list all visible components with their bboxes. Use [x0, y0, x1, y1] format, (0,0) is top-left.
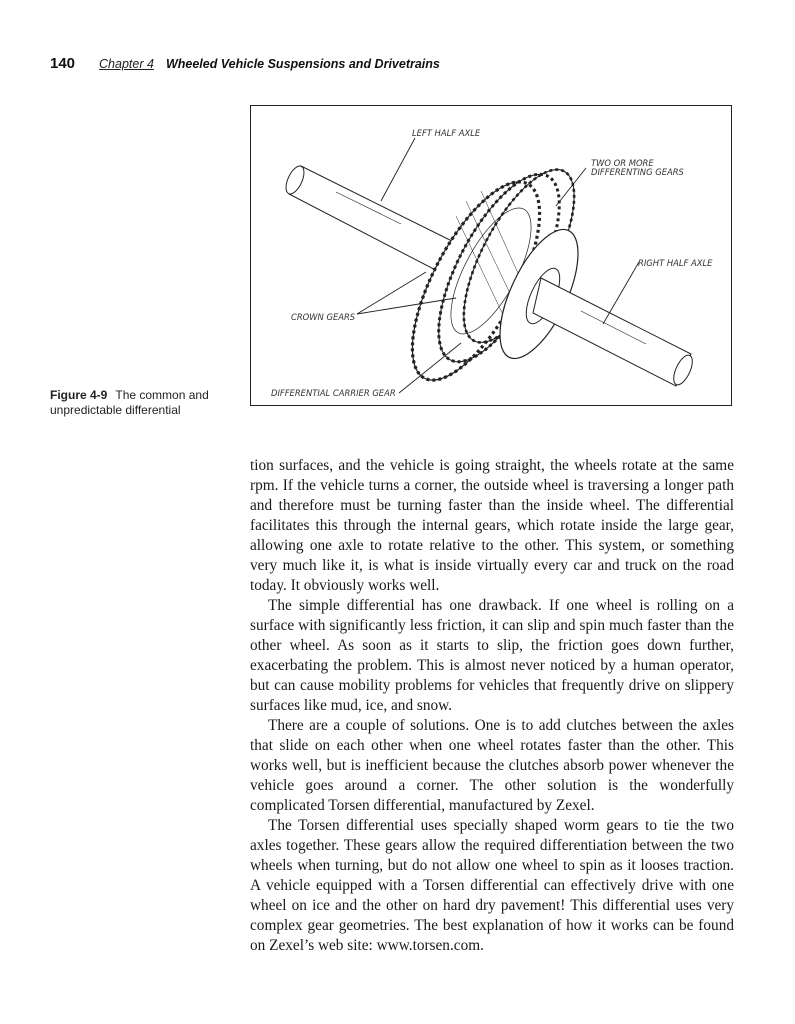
caption-text: The common and unpredictable differential: [50, 388, 209, 417]
label-differenting-gears-2: DIFFERENTING GEARS: [591, 167, 684, 177]
body-text: [250, 456, 734, 956]
running-header: [50, 55, 440, 73]
paragraph: There are a couple of solutions. One is to add clutches between the axles that slide on each other when one wheel rotates faster than the other. This works well, but is inefficient because the clutches absorb power whenever the vehicle goes around a corner. The other solution is the wonderfully complicated Torsen differential, manufactured by Zexel.: [250, 717, 734, 814]
differential-diagram: [251, 106, 733, 407]
figure-number: Figure 4-9: [50, 388, 108, 402]
paragraph: tion surfaces, and the vehicle is going straight, the wheels rotate at the same rpm. If the vehicle turns a corner, the outside wheel is traversing a longer path and therefore must be turning faster than the inside wheel. The differential facilitates this through the internal gears, which rotate inside the large gear, allowing one axle to rotate relative to the other. This system, or something very much like it, is what is inside virtually every car and truck on the road today. It obviously works well.: [250, 457, 734, 594]
differential-figure: [250, 105, 732, 406]
chapter-label: Chapter 4: [99, 57, 154, 71]
figure-caption: [50, 388, 240, 418]
label-carrier-gear: DIFFERENTIAL CARRIER GEAR: [271, 388, 396, 398]
label-crown-gears: CROWN GEARS: [291, 312, 356, 322]
paragraph: The simple differential has one drawback. If one wheel is rolling on a surface with significantly less friction, it can slip and spin much faster than the other wheel. As soon as it starts to slip, the friction goes down further, exacerbating the problem. This is almost never noticed by a human operator, but can cause mobility problems for vehicles that frequently drive on slippery surfaces like mud, ice, and snow.: [250, 597, 734, 714]
chapter-title: Wheeled Vehicle Suspensions and Drivetrains: [165, 57, 440, 71]
paragraph: The Torsen differential uses specially shaped worm gears to tie the two axles together. These gears allow the required differentiation between the two wheels when turning, but do not allow one wheel to spin as it looses traction. A vehicle equipped with a Torsen differential can effectively drive with one wheel on ice and the other on hard dry pavement! This differential uses very complex gear geometries. The best explanation of how it works can be found on Zexel’s web site: www.torsen.com.: [250, 817, 734, 954]
left-half-axle-shape: [282, 163, 466, 278]
label-right-half-axle: RIGHT HALF AXLE: [638, 258, 713, 268]
right-half-axle-shape: [533, 278, 696, 387]
label-left-half-axle: LEFT HALF AXLE: [412, 128, 481, 138]
page-number: 140: [50, 55, 76, 72]
label-differenting-gears-1: TWO OR MORE: [591, 158, 654, 168]
